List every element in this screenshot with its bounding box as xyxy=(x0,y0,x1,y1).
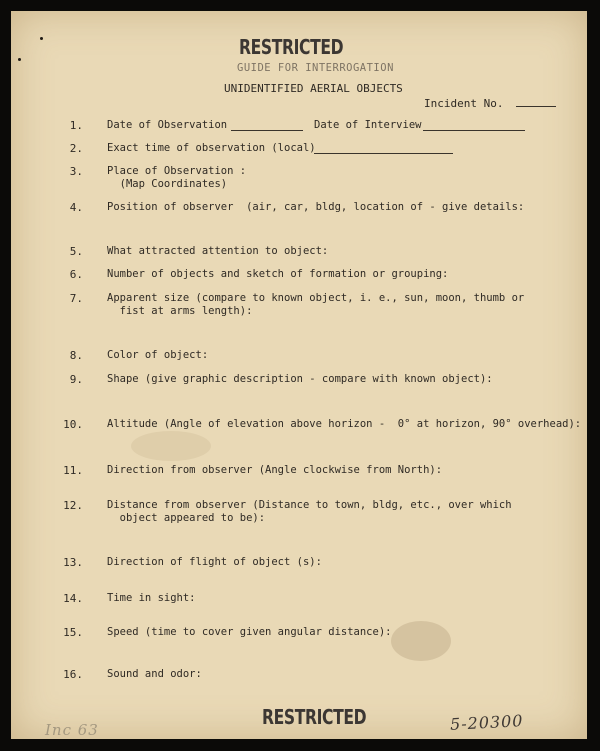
question-line: Sound and odor: xyxy=(107,668,202,680)
question-number: 9. xyxy=(69,373,83,386)
question-number: 13. xyxy=(63,556,83,569)
question-number: 1. xyxy=(69,119,83,132)
question-line: Number of objects and sketch of formation or grouping: xyxy=(107,268,449,280)
question-line: Time in sight: xyxy=(107,592,196,604)
question-number: 15. xyxy=(63,626,83,639)
question-text xyxy=(107,165,246,191)
question-text xyxy=(107,499,512,525)
question-text xyxy=(107,418,581,431)
ink-dot xyxy=(18,58,21,61)
document-page xyxy=(11,11,587,739)
question-number: 2. xyxy=(69,142,83,155)
question-text xyxy=(107,201,524,214)
question-number: 8. xyxy=(69,349,83,362)
question-number: 11. xyxy=(63,464,83,477)
question-line: Direction from observer (Angle clockwise from North): xyxy=(107,464,443,476)
question-number: 12. xyxy=(63,499,83,512)
question-line: Speed (time to cover given angular distance): xyxy=(107,626,392,638)
question-text xyxy=(107,592,196,605)
question-number: 14. xyxy=(63,592,83,605)
question-text xyxy=(107,626,391,639)
question-line: Date of Observation xyxy=(107,119,228,131)
sub-heading: GUIDE FOR INTERROGATION xyxy=(237,62,394,74)
pencil-note-left: Inc 63 xyxy=(45,721,99,739)
question-line: Color of object: xyxy=(107,349,209,361)
question-text xyxy=(107,464,442,477)
question-number: 7. xyxy=(69,292,83,305)
question-line: fist at arms length): xyxy=(107,305,253,317)
question-line: Place of Observation : xyxy=(107,165,247,177)
question-text xyxy=(107,142,316,155)
date-interview-blank xyxy=(423,120,525,131)
restricted-stamp-top: RESTRICTED xyxy=(239,35,344,59)
question-text xyxy=(107,349,208,362)
question-text xyxy=(107,245,328,258)
question-text xyxy=(107,119,227,132)
pencil-note-right: 5-20300 xyxy=(449,711,524,734)
ink-dot xyxy=(40,37,43,40)
question-number: 10. xyxy=(63,418,83,431)
stain xyxy=(391,621,451,661)
question-text xyxy=(107,268,448,281)
question-text xyxy=(107,668,202,681)
question-line: Direction of flight of object (s): xyxy=(107,556,322,568)
question-line: Exact time of observation (local) xyxy=(107,142,316,154)
question-number: 6. xyxy=(69,268,83,281)
question-text xyxy=(107,556,322,569)
restricted-stamp-bottom: RESTRICTED xyxy=(262,705,367,729)
question-number: 5. xyxy=(69,245,83,258)
question-line: (Map Coordinates) xyxy=(107,178,228,190)
question-number: 4. xyxy=(69,201,83,214)
question-text xyxy=(107,373,493,386)
question-line: Position of observer (air, car, bldg, location of - give details: xyxy=(107,201,525,213)
date-interview-label: Date of Interview xyxy=(314,119,422,131)
question-line: Shape (give graphic description - compare with known object): xyxy=(107,373,493,385)
stain xyxy=(131,431,211,461)
question-line: object appeared to be): xyxy=(107,512,266,524)
exact-time-blank xyxy=(314,143,453,154)
incident-number-field xyxy=(424,96,556,110)
question-line: Distance from observer (Distance to town, bldg, etc., over which xyxy=(107,499,512,511)
question-line: Altitude (Angle of elevation above horizon - 0° at horizon, 90° overhead): xyxy=(107,418,582,430)
question-number: 16. xyxy=(63,668,83,681)
question-line: Apparent size (compare to known object, i. e., sun, moon, thumb or xyxy=(107,292,525,304)
incident-blank xyxy=(516,96,556,107)
date-observation-blank xyxy=(231,120,303,131)
question-number: 3. xyxy=(69,165,83,178)
question-line: What attracted attention to object: xyxy=(107,245,329,257)
question-text xyxy=(107,292,524,318)
incident-label: Incident No. xyxy=(424,97,504,110)
form-title: UNIDENTIFIED AERIAL OBJECTS xyxy=(224,82,403,95)
